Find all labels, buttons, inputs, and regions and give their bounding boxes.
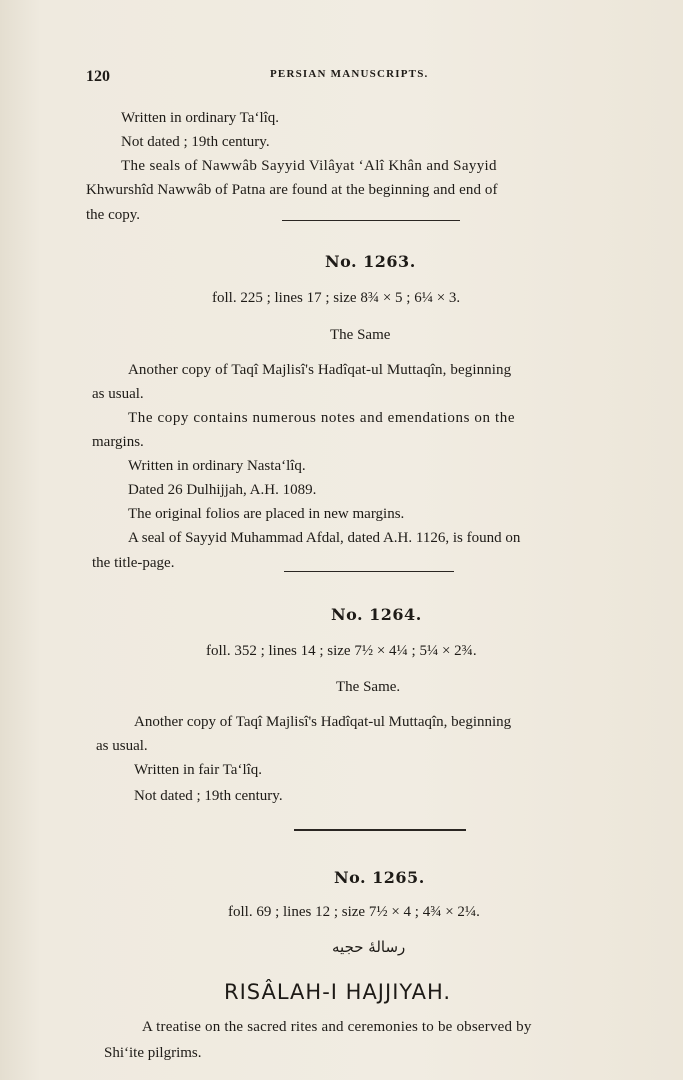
text-line: the title-page.	[92, 555, 175, 571]
text-line: the copy.	[86, 207, 141, 223]
text-line: as usual.	[92, 386, 144, 402]
section-divider	[294, 829, 466, 831]
text-line: Another copy of Taqî Majlisî's Hadîqat-ul Muttaqîn, beginning	[128, 362, 512, 378]
running-title: PERSIAN MANUSCRIPTS.	[270, 68, 429, 80]
entry-collation: foll. 69 ; lines 12 ; size 7½ × 4 ; 4¾ × 2¼.	[228, 904, 480, 920]
text-line: Another copy of Taqî Majlisî's Hadîqat-ul Muttaqîn, beginning	[134, 714, 512, 730]
text-line: The seals of Nawwâb Sayyid Vilâyat ‘Alî Khân and Sayyid	[121, 158, 497, 174]
text-line: Dated 26 Dulhijjah, A.H. 1089.	[128, 482, 317, 498]
text-line: as usual.	[96, 738, 148, 754]
text-line: Written in fair Ta‘lîq.	[134, 762, 263, 778]
text-line: Not dated ; 19th century.	[134, 788, 283, 804]
entry-number: No. 1263.	[325, 252, 416, 271]
entry-number: No. 1264.	[331, 605, 422, 624]
text-line: A seal of Sayyid Muhammad Afdal, dated A.H. 1126, is found on	[128, 530, 521, 546]
page-number: 120	[86, 68, 110, 85]
text-line: Not dated ; 19th century.	[121, 134, 270, 150]
entry-title: The Same	[330, 327, 391, 343]
text-line: Written in ordinary Nasta‘lîq.	[128, 458, 306, 474]
entry-collation: foll. 225 ; lines 17 ; size 8¾ × 5 ; 6¼ × 3.	[212, 290, 461, 306]
text-line: Shi‘ite pilgrims.	[104, 1045, 202, 1061]
text-line: margins.	[92, 434, 144, 450]
section-divider	[282, 220, 460, 221]
treatise-title: RISÂLAH-I HAJJIYAH.	[224, 980, 452, 1004]
text-line: The copy contains numerous notes and emendations on the	[128, 410, 516, 426]
entry-collation: foll. 352 ; lines 14 ; size 7½ × 4¼ ; 5¼ × 2¾.	[206, 643, 477, 659]
arabic-title: رسالهٔ حجیه	[332, 938, 406, 956]
text-line: Khwurshîd Nawwâb of Patna are found at the beginning and end of	[86, 182, 498, 198]
text-line: A treatise on the sacred rites and ceremonies to be observed by	[142, 1019, 532, 1035]
text-line: Written in ordinary Ta‘lîq.	[121, 110, 280, 126]
entry-title: The Same.	[336, 679, 401, 695]
text-line: The original folios are placed in new margins.	[128, 506, 405, 522]
section-divider	[284, 571, 454, 572]
entry-number: No. 1265.	[334, 868, 425, 887]
